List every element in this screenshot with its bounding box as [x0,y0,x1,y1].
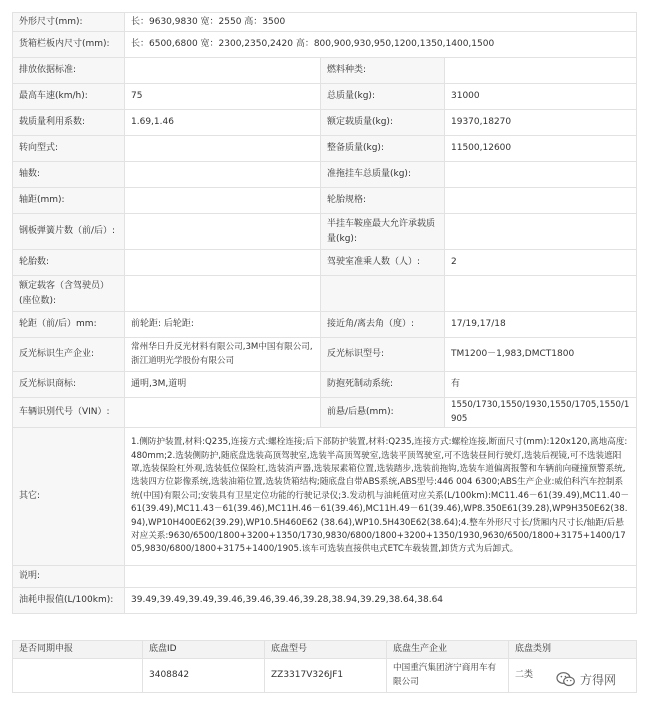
spec-value: 1550/1730,1550/1930,1550/1705,1550/1905 [445,398,637,428]
spec-value [445,214,637,250]
spec-label [321,276,445,312]
spec-row [13,58,637,84]
spec-value [125,162,321,188]
spec-table [12,12,637,614]
spec-value: 39.49,39.49,39.49,39.46,39.46,39.46,39.28,38.94,39.29,38.64,38.64 [125,588,637,614]
spec-label: 轴距(mm): [13,188,125,214]
chassis-header-row [13,641,637,659]
spec-value: 1.69,1.46 [125,110,321,136]
wechat-icon [556,671,576,688]
spec-label: 反光标识生产企业: [13,338,125,372]
spec-row [13,276,637,312]
spec-row [13,312,637,338]
chassis-row [13,659,637,693]
spec-row-cargo-dimensions [13,32,637,58]
spec-row-dimensions [13,13,637,32]
chassis-cell: 二类 [509,659,637,693]
spec-label: 轮胎规格: [321,188,445,214]
chassis-table [12,640,637,693]
spec-label: 外形尺寸(mm): [13,13,125,32]
spec-label: 反光标识商标: [13,372,125,398]
spec-value [445,58,637,84]
spec-label: 钢板弹簧片数（前/后）: [13,214,125,250]
chassis-cell: 中国重汽集团济宁商用车有限公司 [387,659,509,693]
spec-label: 额定载客（含驾驶员）(座位数): [13,276,125,312]
spec-value: TM1200－1,983,DMCT1800 [445,338,637,372]
spec-row [13,398,637,428]
spec-row [13,338,637,372]
spec-label: 车辆识别代号（VIN）: [13,398,125,428]
spec-label: 防抱死制动系统: [321,372,445,398]
spec-value: 长：9630,9830 宽：2550 高：3500 [125,13,637,32]
spec-label: 最高车速(km/h): [13,84,125,110]
spec-row [13,188,637,214]
spec-value [125,136,321,162]
chassis-cell: 3408842 [143,659,265,693]
spec-value [125,58,321,84]
spec-row [13,214,637,250]
spec-label: 轮胎数: [13,250,125,276]
watermark-text: 方得网 [580,672,617,687]
spec-value [125,398,321,428]
spec-label: 整备质量(kg): [321,136,445,162]
spec-other-value: 1.侧防护装置,材料:Q235,连接方式:螺栓连接;后下部防护装置,材料:Q235,连接方式:螺栓连接,断面尺寸(mm):120x120,离地高度:480mm;2.选装侧防护,随底盘选装高顶驾驶室,选装半高顶驾驶室,选装平顶驾驶室,可不选装昼间行驶灯,选装后视镜,可不选装遮阳罩,选装保险杠外观,选装低位保险杠,选装消声器,选装尿素箱位置,选装踏步,选装前拖钩,选装车道偏离报警和车辆前向碰撞预警系统,选装四方位影像系统,选装油箱位置,选装货箱结构;随底盘自带ABS系统,ABS型号:446 004 6300;ABS生产企业:威伯科汽车控制系统(中国)有限公司;安装具有卫星定位功能的行驶记录仪;3.发动机与油耗值对应关系(L/100km):MC11.46－61(39.49),MC11.40－61(39.49),MC11.43－61(39.46),MC11H.46－61(39.46),MC11H.49－61(39.46),WP8.350E61(39.28),WP9H350E62(38.94),WP10H400E62(39.29),WP10.5H460E62 (38.64),WP10.5H430E62(38.64);4.整车外形尺寸长/货厢内尺寸长/轴距/后悬对应关系:9630/6500/1800+3200+1350/1730,9830/6800/1800+3200+1350/1930,9630/6500/1800+3175+1400/1705,9830/6800/1800+3175+1400/1905.该车可选装直接供电式ETC车载装置,卸货方式为后卸式。 [125,428,637,566]
spec-label: 轴数: [13,162,125,188]
chassis-header: 是否同期申报 [13,641,143,659]
spec-label: 总质量(kg): [321,84,445,110]
chassis-header: 底盘ID [143,641,265,659]
spec-value [125,250,321,276]
spec-value: 31000 [445,84,637,110]
spec-row-other [13,428,637,566]
spec-row [13,162,637,188]
spec-label: 轮距（前/后）mm: [13,312,125,338]
spec-label: 排放依据标准: [13,58,125,84]
spec-label: 转向型式: [13,136,125,162]
spec-row [13,84,637,110]
spec-row-fuel [13,588,637,614]
spec-value: 前轮距: 后轮距: [125,312,321,338]
spec-row [13,372,637,398]
chassis-header: 底盘生产企业 [387,641,509,659]
spec-label: 半挂车鞍座最大允许承载质量(kg): [321,214,445,250]
spec-value: 17/19,17/18 [445,312,637,338]
spec-value [125,566,637,588]
spec-label: 燃料种类: [321,58,445,84]
spec-value [125,188,321,214]
spec-label: 载质量利用系数: [13,110,125,136]
spec-label: 额定载质量(kg): [321,110,445,136]
chassis-header: 底盘类别 [509,641,637,659]
spec-value: 11500,12600 [445,136,637,162]
spec-label: 其它: [13,428,125,566]
spec-value: 常州华日升反光材料有限公司,3M中国有限公司,浙江道明光学股份有限公司 [125,338,321,372]
spec-value: 有 [445,372,637,398]
spec-label: 说明: [13,566,125,588]
spec-label: 前悬/后悬(mm): [321,398,445,428]
spec-label: 驾驶室准乘人数（人）: [321,250,445,276]
spec-value [125,276,321,312]
spec-value [445,276,637,312]
spec-value [125,214,321,250]
chassis-cell: ZZ3317V326JF1 [265,659,387,693]
spec-value: 2 [445,250,637,276]
spec-label: 油耗申报值(L/100km): [13,588,125,614]
spec-row [13,110,637,136]
spec-label: 货箱栏板内尺寸(mm): [13,32,125,58]
spec-value: 75 [125,84,321,110]
spec-label: 接近角/离去角（度）: [321,312,445,338]
watermark [556,670,616,688]
spec-label: 准拖挂车总质量(kg): [321,162,445,188]
spec-row-note [13,566,637,588]
spec-label: 反光标识型号: [321,338,445,372]
spec-value: 通明,3M,道明 [125,372,321,398]
spec-value [445,188,637,214]
spec-row [13,250,637,276]
spec-value [445,162,637,188]
chassis-header: 底盘型号 [265,641,387,659]
spec-row [13,136,637,162]
spec-value: 19370,18270 [445,110,637,136]
chassis-cell [13,659,143,693]
spec-value: 长：6500,6800 宽：2300,2350,2420 高：800,900,930,950,1200,1350,1400,1500 [125,32,637,58]
